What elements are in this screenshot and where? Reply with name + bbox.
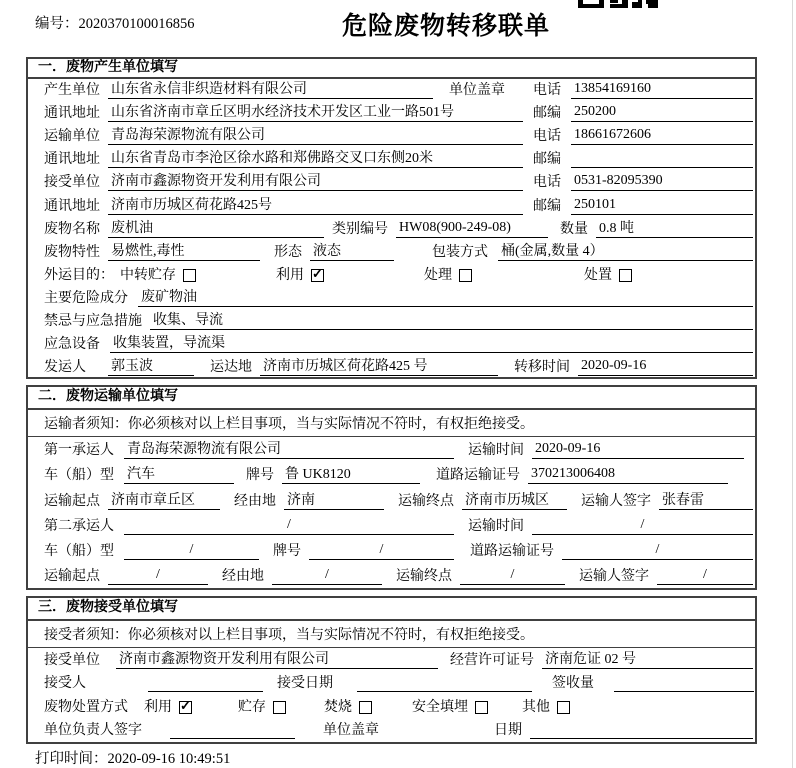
purpose-option-dispose (584, 264, 632, 284)
acceptor-label: 接受人 (44, 676, 86, 691)
transfer-time-label: 转移时间 (514, 360, 570, 376)
row-acceptor (28, 672, 755, 696)
purpose-option-storage (120, 264, 196, 284)
plate-value: / (309, 542, 454, 560)
row-transport-address (28, 148, 755, 171)
disposal-option-utilize (144, 696, 192, 716)
via-label: 经由地 (222, 569, 264, 585)
checkbox-icon (183, 269, 196, 282)
dispatcher-value: 郭玉波 (108, 355, 194, 376)
checkbox-label: 安全填埋 (412, 699, 468, 715)
checkbox-label: 处置 (584, 267, 612, 283)
vehicle-type-value: / (124, 542, 259, 560)
received-qty-label: 签收量 (552, 676, 594, 691)
row-vehicle2 (28, 538, 755, 563)
vehicle-type-label: 车（船）型 (44, 468, 114, 484)
row-disposal-method (28, 695, 755, 719)
row-dispatch (28, 356, 755, 379)
receiver-unit-label: 接受单位 (44, 175, 100, 191)
plate-label: 牌号 (273, 543, 301, 559)
row-receiver-address (28, 194, 755, 217)
checkbox-icon (459, 269, 472, 282)
transfer-purpose-label: 外运目的： (44, 267, 114, 283)
plate-label: 牌号 (246, 468, 274, 484)
carrier2-label: 第二承运人 (44, 518, 114, 534)
row-waste-name (28, 218, 755, 241)
transporter-notice: 运输者须知：你必须核对以上栏目事项，当与实际情况不符时，有权拒绝接受。 (28, 410, 755, 437)
transport-time-value: / (532, 517, 753, 535)
emergency-measures-value: 收集、导流 (150, 309, 753, 330)
date-value (530, 721, 753, 739)
checkbox-label: 焚烧 (324, 699, 352, 715)
emergency-equipment-label: 应急设备 (44, 337, 100, 353)
checkbox-label: 中转贮存 (120, 267, 176, 283)
responsible-sign-label: 单位负责人签字 (44, 723, 142, 738)
print-time-value: 2020-09-16 10:49:51 (107, 751, 231, 767)
hazard-components-value: 废矿物油 (138, 286, 753, 307)
emergency-measures-label: 禁忌与应急措施 (44, 314, 142, 330)
transport-unit-label: 运输单位 (44, 129, 100, 145)
row-vehicle1 (28, 462, 755, 487)
section-transporter-title: 二．废物运输单位填写 (28, 387, 755, 410)
checkbox-icon (619, 269, 632, 282)
transport-unit-value: 青岛海荣源物流有限公司 (108, 124, 523, 145)
accept-date-value (357, 674, 532, 692)
terminus-label: 运输终点 (398, 493, 454, 509)
zip-label: 邮编 (533, 198, 561, 214)
checkbox-icon (475, 701, 488, 714)
origin-value: / (108, 567, 208, 585)
checkbox-icon (179, 701, 192, 714)
vehicle-type-label: 车（船）型 (44, 543, 114, 559)
row-emergency-equipment (28, 333, 755, 356)
waste-traits-value: 易燃性,毒性 (108, 240, 260, 261)
road-permit-value: / (562, 542, 753, 560)
quantity-label: 数量 (560, 221, 588, 237)
address-value: 山东省济南市章丘区明水经济技术开发区工业一路501号 (108, 101, 523, 122)
transport-time-label: 运输时间 (468, 443, 524, 459)
checkbox-icon (359, 701, 372, 714)
transport-time-label: 运输时间 (468, 518, 524, 534)
transfer-time-value: 2020-09-16 (578, 358, 753, 376)
address-label: 通讯地址 (44, 152, 100, 168)
checkbox-icon (311, 269, 324, 282)
disposal-option-store (238, 696, 286, 716)
waste-name-value: 废机油 (108, 217, 324, 238)
checkbox-label: 利用 (144, 699, 172, 715)
carrier1-value: 青岛海荣源物流有限公司 (124, 438, 454, 459)
section-producer (26, 57, 757, 379)
receiver-unit-value: 济南市鑫源物资开发利用有限公司 (108, 170, 523, 191)
waste-name-label: 废物名称 (44, 221, 100, 237)
row-route2 (28, 563, 755, 588)
checkbox-label: 其他 (522, 699, 550, 715)
print-time-label: 打印时间： (35, 751, 108, 767)
acceptor-value (148, 674, 263, 692)
zip-label: 邮编 (533, 152, 561, 168)
packaging-label: 包装方式 (432, 244, 488, 260)
zip-value (571, 150, 753, 168)
checkbox-label: 利用 (276, 267, 304, 283)
producer-unit-label: 产生单位 (44, 83, 100, 99)
row-accept-unit (28, 648, 755, 672)
form-state-label: 形态 (274, 244, 302, 260)
carrier2-value: / (124, 517, 454, 535)
row-producer-unit (28, 79, 755, 102)
address-label: 通讯地址 (44, 106, 100, 122)
page-title: 危险废物转移联单 (341, 13, 550, 40)
plate-value: 鲁 UK8120 (282, 463, 420, 484)
serial-value: 2020370100016856 (78, 16, 195, 32)
emergency-equipment-value: 收集装置，导流渠 (110, 332, 753, 353)
via-value: 济南 (284, 489, 384, 510)
phone-label: 电话 (533, 175, 561, 191)
via-label: 经由地 (234, 493, 276, 509)
unit-seal-label: 单位盖章 (323, 723, 379, 738)
origin-label: 运输起点 (44, 569, 100, 585)
packaging-value: 桶(金属,数量 4） (498, 240, 753, 261)
accept-unit-label: 接受单位 (44, 652, 100, 668)
terminus-label: 运输终点 (396, 569, 452, 585)
checkbox-label: 贮存 (238, 699, 266, 715)
print-time (35, 747, 230, 768)
section-producer-title: 一．废物产生单位填写 (28, 59, 755, 79)
receiver-notice: 接受者须知：你必须核对以上栏目事项，当与实际情况不符时，有权拒绝接受。 (28, 621, 755, 648)
disposal-option-incinerate (324, 696, 372, 716)
destination-value: 济南市历城区荷花路425 号 (260, 355, 498, 376)
accept-unit-value: 济南市鑫源物资开发利用有限公司 (116, 648, 438, 669)
received-qty-value (614, 674, 754, 692)
origin-label: 运输起点 (44, 493, 100, 509)
accept-date-label: 接受日期 (277, 676, 333, 691)
waste-traits-label: 废物特性 (44, 244, 100, 260)
hazard-components-label: 主要危险成分 (44, 290, 128, 306)
date-label: 日期 (494, 723, 522, 738)
road-permit-label: 道路运输证号 (436, 468, 520, 484)
unit-seal-label: 单位盖章 (449, 83, 505, 99)
row-waste-traits (28, 241, 755, 264)
section-transporter (26, 385, 757, 590)
section-receiver (26, 596, 757, 744)
category-code-value: HW08(900-249-08) (396, 220, 548, 238)
row-receiver-unit (28, 171, 755, 194)
row-carrier1 (28, 437, 755, 462)
row-hazard-components (28, 287, 755, 310)
phone-value: 13854169160 (571, 81, 753, 99)
category-code-label: 类别编号 (332, 221, 388, 237)
row-transfer-purpose (28, 264, 755, 287)
quantity-value: 0.8 吨 (596, 217, 753, 238)
road-permit-value: 370213006408 (528, 466, 728, 484)
row-signatures (28, 719, 755, 743)
phone-label: 电话 (533, 129, 561, 145)
license-label: 经营许可证号 (450, 652, 534, 668)
row-producer-address (28, 102, 755, 125)
responsible-sign-value (170, 721, 295, 739)
purpose-option-treat (424, 264, 472, 284)
row-route1 (28, 487, 755, 512)
road-permit-label: 道路运输证号 (470, 543, 554, 559)
vehicle-type-value: 汽车 (124, 463, 234, 484)
qr-code-partial (578, 0, 660, 9)
serial-label: 编号： (35, 16, 79, 32)
disposal-option-landfill (412, 696, 488, 716)
checkbox-label: 处理 (424, 267, 452, 283)
zip-value: 250101 (571, 197, 753, 215)
terminus-value: / (460, 567, 565, 585)
purpose-option-utilize (276, 264, 324, 284)
disposal-option-other (522, 696, 570, 716)
destination-label: 运达地 (210, 360, 252, 376)
terminus-value: 济南市历城区 (462, 489, 567, 510)
row-carrier2 (28, 513, 755, 538)
address-label: 通讯地址 (44, 198, 100, 214)
zip-value: 250200 (571, 104, 753, 122)
phone-value: 0531-82095390 (571, 173, 753, 191)
origin-value: 济南市章丘区 (108, 489, 220, 510)
checkbox-icon (557, 701, 570, 714)
carrier-sign-value: / (657, 567, 753, 585)
checkbox-icon (273, 701, 286, 714)
row-transport-unit (28, 125, 755, 148)
address-value: 山东省青岛市李沧区徐水路和郑佛路交叉口东侧20米 (108, 147, 523, 168)
phone-label: 电话 (533, 83, 561, 99)
row-emergency-measures (28, 310, 755, 333)
phone-value: 18661672606 (571, 127, 753, 145)
transport-time-value: 2020-09-16 (532, 441, 744, 459)
license-value: 济南危证 02 号 (542, 648, 753, 669)
via-value: / (272, 567, 382, 585)
dispatcher-label: 发运人 (44, 360, 86, 376)
carrier-sign-label: 运输人签字 (581, 493, 651, 509)
carrier1-label: 第一承运人 (44, 443, 114, 459)
address-value: 济南市历城区荷花路425号 (108, 194, 523, 215)
carrier-sign-value: 张春雷 (659, 489, 753, 510)
form-state-value: 液态 (310, 240, 394, 261)
disposal-method-label: 废物处置方式 (44, 699, 128, 715)
section-receiver-title: 三．废物接受单位填写 (28, 598, 755, 621)
zip-label: 邮编 (533, 106, 561, 122)
carrier-sign-label: 运输人签字 (579, 569, 649, 585)
producer-unit-value: 山东省永信非织造材料有限公司 (108, 78, 433, 99)
page-edge-line (792, 0, 793, 768)
